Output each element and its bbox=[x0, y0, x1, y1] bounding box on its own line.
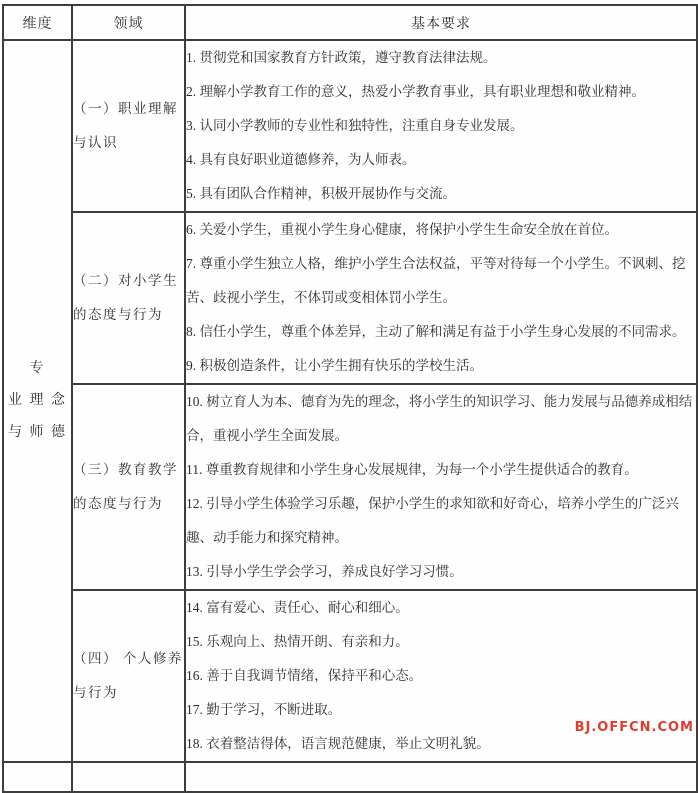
dimension-line: 业 理 念 bbox=[8, 393, 67, 408]
domain-line: （三）教育教学 bbox=[73, 462, 178, 477]
domain-cell-3 bbox=[72, 384, 185, 590]
table-header-row bbox=[3, 5, 697, 40]
requirement-item: 3. 认同小学教师的专业性和独特性，注重自身专业发展。 bbox=[186, 118, 524, 133]
requirement-item: 13. 引导小学生学会学习，养成良好学习习惯。 bbox=[186, 564, 463, 579]
requirement-item: 5. 具有团队合作精神，积极开展协作与交流。 bbox=[186, 186, 456, 201]
requirements-cell-1 bbox=[185, 40, 697, 212]
domain-line: 与认识 bbox=[73, 135, 118, 150]
requirement-item: 1. 贯彻党和国家教育方针政策，遵守教育法律法规。 bbox=[186, 50, 497, 65]
requirement-item: 17. 勤于学习，不断进取。 bbox=[186, 702, 342, 717]
domain-line: （四） 个人修养 bbox=[73, 651, 183, 666]
requirement-item: 14. 富有爱心、责任心、耐心和细心。 bbox=[186, 600, 409, 615]
requirements-cell-2 bbox=[185, 212, 697, 384]
domain-line: （一）职业理解 bbox=[73, 101, 178, 116]
requirement-item: 4. 具有良好职业道德修养，为人师表。 bbox=[186, 152, 416, 167]
col-header-domain: 领域 bbox=[72, 5, 185, 40]
table-row bbox=[3, 590, 697, 762]
table-row-clipped bbox=[3, 762, 697, 792]
requirement-item: 15. 乐观向上、热情开朗、有亲和力。 bbox=[186, 634, 409, 649]
dimension-line: 专 bbox=[29, 361, 46, 376]
clipped-cell bbox=[72, 762, 185, 792]
requirement-item: 2. 理解小学教育工作的意义，热爱小学教育事业，具有职业理想和敬业精神。 bbox=[186, 84, 645, 99]
domain-cell-2 bbox=[72, 212, 185, 384]
site-watermark: BJ.OFFCN.COM bbox=[574, 720, 694, 735]
requirements-cell-3 bbox=[185, 384, 697, 590]
col-header-dimension: 维度 bbox=[3, 5, 72, 40]
clipped-cell bbox=[3, 762, 72, 792]
dimension-cell bbox=[3, 40, 72, 762]
domain-line: 的态度与行为 bbox=[73, 307, 163, 322]
domain-cell-1 bbox=[72, 40, 185, 212]
table-row bbox=[3, 212, 697, 384]
clipped-cell bbox=[185, 762, 697, 792]
requirement-item: 6. 关爱小学生，重视小学生身心健康，将保护小学生生命安全放在首位。 bbox=[186, 222, 618, 237]
standards-table bbox=[2, 4, 698, 793]
table-row bbox=[3, 40, 697, 212]
requirement-item: 9. 积极创造条件，让小学生拥有快乐的学校生活。 bbox=[186, 358, 483, 373]
dimension-line: 与 师 德 bbox=[8, 425, 67, 440]
requirement-item: 16. 善于自我调节情绪，保持平和心态。 bbox=[186, 668, 423, 683]
requirement-item: 18. 衣着整洁得体，语言规范健康，举止文明礼貌。 bbox=[186, 736, 490, 751]
requirements-cell-4 bbox=[185, 590, 697, 762]
domain-line: 的态度与行为 bbox=[73, 496, 163, 511]
requirement-item: 10. 树立育人为本、德育为先的理念，将小学生的知识学习、能力发展与品德养成相结合，重视小学生全面发展。 bbox=[186, 394, 693, 443]
requirement-item: 8. 信任小学生，尊重个体差异，主动了解和满足有益于小学生身心发展的不同需求。 bbox=[186, 324, 686, 339]
requirement-item: 11. 尊重教育规律和小学生身心发展规律，为每一个小学生提供适合的教育。 bbox=[186, 462, 638, 477]
table-row bbox=[3, 384, 697, 590]
domain-line: （二）对小学生 bbox=[73, 273, 178, 288]
domain-cell-4 bbox=[72, 590, 185, 762]
requirement-item: 12. 引导小学生体验学习乐趣，保护小学生的求知欲和好奇心，培养小学生的广泛兴趣、动手能力和探究精神。 bbox=[186, 496, 679, 545]
domain-line: 与行为 bbox=[73, 685, 118, 700]
requirement-item: 7. 尊重小学生独立人格，维护小学生合法权益，平等对待每一个小学生。不讽刺、挖苦、歧视小学生，不体罚或变相体罚小学生。 bbox=[186, 256, 686, 305]
col-header-requirements: 基本要求 bbox=[185, 5, 697, 40]
